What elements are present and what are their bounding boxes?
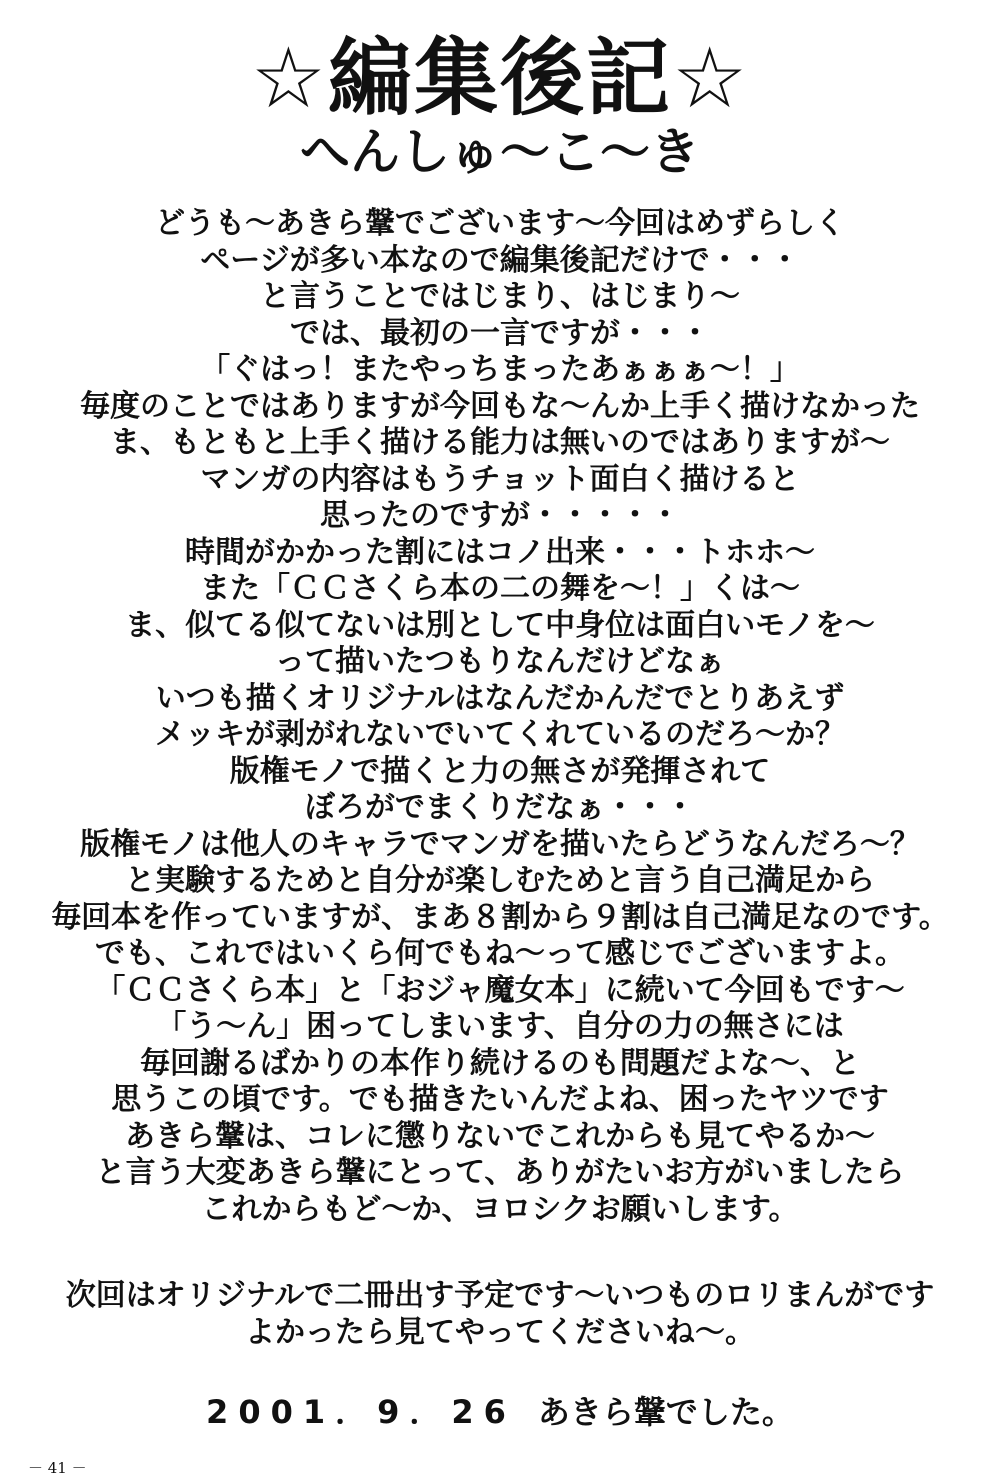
body-line: 毎度のことではありますが今回もな〜んか上手く描けなかった [80,388,920,424]
body-line: と実験するためと自分が楽しむためと言う自己満足から [125,863,875,898]
body-line: また「ＣＣさくら本の二の舞を〜！」くは〜 [200,571,800,606]
body-line: では、最初の一言ですが・・・ [290,315,710,351]
body-line: 「ＣＣさくら本」と「おジャ魔女本」に続いて今回もです〜 [95,972,905,1008]
body-line: 思うこの頃です。でも描きたいんだよね、困ったヤツです [111,1082,889,1117]
page-subtitle: へんしゅ〜こ〜き [300,123,700,181]
body-line: あきら鞶は、コレに懲りないでこれからも見てやるか〜 [125,1118,875,1154]
body-line: いつも描くオリジナルはなんだかんだでとりあえず [155,680,845,716]
afterword-body [0,206,1000,1228]
body-line: ま、もともと上手く描ける能力は無いのではありますが〜 [110,425,890,460]
body-line: これからもど〜か、ヨロシクお願いします。 [201,1191,799,1227]
body-line: と言うことではじまり、はじまり〜 [260,279,740,314]
signature-date: 2001．9．26 [206,1393,516,1431]
body-line: でも、これではいくら何でもね〜って感じでございますよ。 [95,936,905,971]
body-line: ま、似てる似てないは別として中身位は面白いモノを〜 [125,607,875,643]
page-number: － 41 － [28,1459,87,1477]
body-line: 毎回本を作っていますが、まあ８割から９割は自己満足なのです。 [51,899,949,935]
body-line: ぼろがでまくりだなぁ・・・ [305,790,695,825]
body-line: 「ぐはっ！またやっちまったあぁぁぁ〜！」 [200,352,800,387]
signature-text: あきら鞶でした。 [537,1393,794,1431]
body-line: どうも〜あきら鞶でございます〜今回はめずらしく [155,206,845,241]
body-line: マンガの内容はもうチョット面白く描けると [200,461,800,497]
body-line: と言う大変あきら鞶にとって、ありがたいお方がいましたら [95,1155,905,1190]
body-line: 版権モノで描くと力の無さが発揮されて [229,753,771,789]
body-line: 思ったのですが・・・・・ [320,498,680,533]
body-line: 版権モノは他人のキャラでマンガを描いたらどうなんだろ〜？ [80,826,920,862]
body-line: 毎回謝るばかりの本作り続けるのも問題だよな〜、と [140,1045,860,1081]
body-line: メッキが剥がれないでいてくれているのだろ〜か？ [155,717,845,752]
page-title: ☆編集後記☆ [250,29,750,127]
closing-line: よかったら見てやってくださいね〜。 [245,1314,755,1350]
body-line: 「う〜ん」困ってしまいます、自分の力の無さには [156,1009,844,1044]
body-line: ページが多い本なので編集後記だけで・・・ [200,242,800,278]
signature [0,1392,1000,1432]
body-line: って描いたつもりなんだけどなぁ [275,644,725,679]
closing-line: 次回はオリジナルで二冊出す予定です〜いつものロリまんがです [65,1278,935,1313]
body-line: 時間がかかった割にはコノ出来・・・トホホ〜 [185,534,815,570]
closing-note [0,1278,1000,1351]
